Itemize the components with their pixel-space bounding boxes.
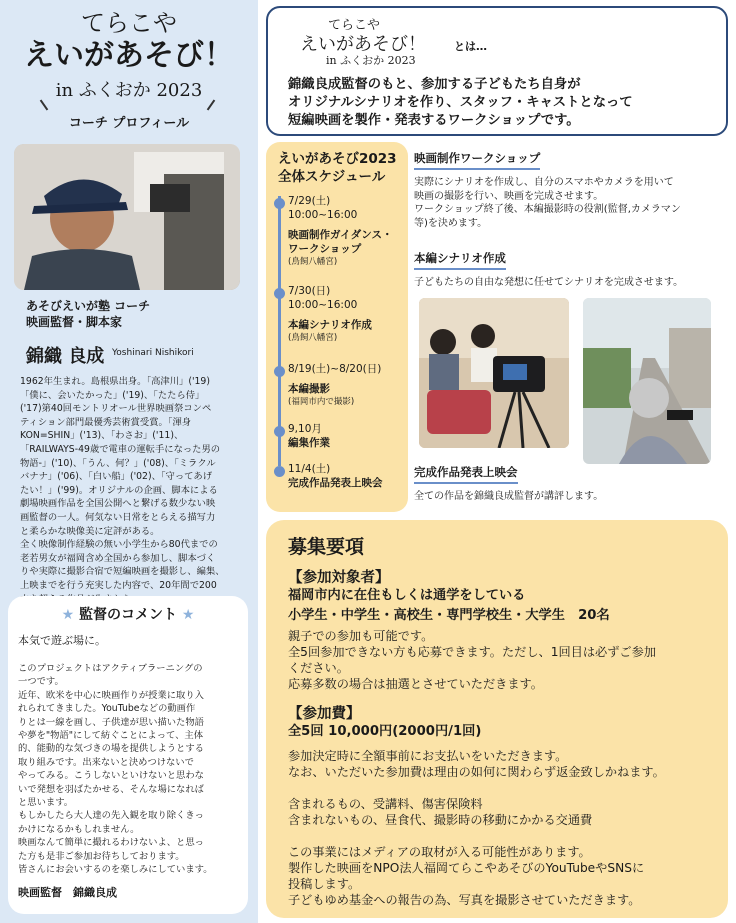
bio-line: 劇場映画作品を全国公開へと繋げる数少ない映 [20,498,216,510]
include-line: 含まれるもの、受講料、傷害保険料 [288,797,483,811]
coach-name: 錦織 良成 [26,346,105,367]
title-line2: えいがあそび！ [24,38,234,73]
schedule-place: (鳥飼八幡宮) [288,257,338,267]
about-title-line2: えいがあそび！ [300,34,426,55]
about-line: オリジナルシナリオを作り、スタッフ・キャストとなって [288,95,633,110]
comment-heading-text: 監督のコメント [79,607,177,623]
comment-lead: 本気で遊ぶ場に。 [18,634,106,647]
media-line: 投稿します。 [288,877,361,891]
comment-heading [18,604,238,624]
scenario-text: 子どもたちの自由な発想に任せてシナリオを完成させます。 [414,277,684,288]
schedule-event: 映画制作ガイダンス・ [288,229,393,241]
schedule-event-cont: ワークショップ [288,243,362,255]
coach-bio [20,375,244,606]
coach-name-english: Yoshinari Nishikori [112,348,194,358]
target-note: 応募多数の場合は抽選とさせていただきます。 [288,677,543,691]
bio-line: バナナ」('06)、「白い船」('02)、「守ってあげ [20,471,213,483]
comment-line: 一つです。 [18,676,64,688]
coach-photo-illustration [14,144,240,290]
bio-line: 全く映像制作経験の無い小学生から80代までの [20,539,218,551]
fee-note: 参加決定時に全額事前にお支払いをいただきます。 [288,749,568,763]
schedule-title-line1: えいがあそび2023 [278,151,397,167]
schedule-place: (福岡市内で撮影) [288,397,355,407]
fee-line: 全5回 10,000円(2000円/1回) [288,724,482,739]
comment-line: 映画なんて簡単に撮れるわけないよ、と思っ [18,837,204,849]
target-note: ください。 [288,661,349,675]
workshop-text [414,176,732,230]
comment-line: このプロジェクトはアクティブラーニングの [18,663,203,674]
recruit-title: 募集要項 [288,536,365,558]
recruitment-panel [266,520,728,918]
title-line1: てらこや [81,9,177,37]
comment-line: 的、能動的な気づきの場を提供しようとする [18,743,204,755]
comment-line: 近年、欧米を中心に映画作りが授業に取り入 [18,689,204,701]
about-towa: とは… [454,40,487,53]
about-box [266,6,728,136]
filming-photo-illustration [583,298,711,464]
comment-line: 取り組みです。出来ないと決めつけないで [18,756,194,768]
comment-line: やってみる。こうしないといけないと思わな [18,770,204,782]
include-line: 含まれないもの、昼食代、撮影時の移動にかかる交通費 [288,813,593,827]
scenario-heading: 本編シナリオ作成 [414,250,506,270]
target-line: 小学生・中学生・高校生・専門学校生・大学生 20名 [288,608,610,623]
bio-line: 物語-」('10)、「うん、何？」('08)、「ミラクル [20,457,216,469]
comment-line: た方も是非ご参加お待ちしております。 [18,850,185,862]
event-title [0,8,258,104]
comment-signature: 映画監督 錦織良成 [18,886,117,899]
star-icon: ★ [61,607,75,623]
star-icon: ★ [181,607,195,623]
schedule-time: 10:00~16:00 [288,209,358,221]
about-title-line3: in ふくおか 2023 [326,54,416,67]
schedule-item [288,284,372,344]
schedule-event: 本編撮影 [288,383,330,395]
schedule-item [288,194,392,268]
comment-line: と思います。 [18,797,74,809]
timeline-dot-icon [274,426,285,437]
schedule-event: 完成作品発表上映会 [288,477,383,489]
comment-line: や夢を"物語"にして紡ぐことによって、主体 [18,730,204,742]
bio-line: 上映までを行う充実した内容で、20年間で200 [20,579,217,591]
about-description [288,76,633,130]
media-line: 子どもゆめ基金への報告の為、写真を撮影させていただきます。 [288,893,641,907]
comment-line: もしかしたら大人達の先入観を取り除くきっ [18,810,204,822]
workshop-line: ワークショップ終了後、本編撮影時の役割(監督,カメラマン [414,204,681,215]
comment-line: りとは一線を画し、子供達が思い描いた物語 [18,716,204,728]
bio-line: KON=SHIN」('13)、「わさお」('11)、 [20,430,184,442]
schedule-item [288,462,383,490]
coach-role-line2: 映画監督・脚本家 [26,315,123,329]
schedule-date: 7/30(日) [288,285,331,297]
schedule-place: (鳥飼八幡宮) [288,333,338,343]
fee-note: なお、いただいた参加費は理由の如何に関わらず返金致しかねます。 [288,765,665,779]
comment-line: かけになるかもしれません。 [18,823,140,835]
screening-heading: 完成作品発表上映会 [414,464,518,484]
bio-line: ティション部門最優秀芸術賞受賞。「渾身 [20,416,192,428]
about-line: 錦織良成監督のもと、参加する子どもたち自身が [288,77,581,92]
bio-line: 画監督の一人。何気ない日常をとらえる描写力 [20,511,216,523]
filming-photo [583,298,711,464]
screening-text: 全ての作品を錦織良成監督が講評します。 [414,491,604,502]
coach-photo [14,144,240,290]
schedule-time: 10:00~16:00 [288,299,358,311]
coach-role-line1: あそびえいが塾 コーチ [26,299,151,313]
media-line: この事業にはメディアの取材が入る可能性があります。 [288,845,591,859]
about-title-line1: てらこや [328,18,381,33]
comment-line: 皆さんにお会いするのを楽しみにしています。 [18,864,213,876]
workshop-heading: 映画制作ワークショップ [414,150,540,170]
schedule-title [278,150,397,186]
target-note: 親子での参加も可能です。 [288,629,434,643]
timeline-dot-icon [274,198,285,209]
bio-line: ('17)第40回モントリオール世界映画祭コンペ [20,403,212,415]
bio-line: りや実際に撮影合宿で短編映画を撮影し、編集、 [20,566,225,578]
workshop-line: 映画の撮影を行い、映画を完成させます。 [414,190,604,202]
schedule-item [288,422,330,450]
schedule-date: 7/29(土) [288,195,331,207]
left-column [0,0,258,923]
schedule-date: 9,10月 [288,423,322,435]
target-heading: 【参加対象者】 [288,570,390,586]
comment-line: いで発想を羽ばたかせる、そんな場になれば [18,783,204,795]
bio-line: 老若男女が福岡含め全国から参加し、脚本づく [20,552,216,564]
schedule-panel [266,142,408,512]
comment-body [18,662,238,877]
schedule-item [288,362,381,408]
about-line: 短編映画を製作・発表するワークショップです。 [288,113,580,128]
workshop-photo [419,298,569,448]
comment-line: れられてきました。YouTubeなどの動画作 [18,703,196,715]
media-line: 製作した映画をNPO法人福岡てらこやあそびのYouTubeやSNSに [288,861,645,875]
target-note: 全5回参加できない方も応募できます。ただし、1回目は必ずご参加 [288,645,656,659]
director-comment-box [8,596,248,914]
title-line3: in ふくおか 2023 [55,80,203,101]
bio-line: 「RAILWAYS-49歳で電車の運転手になった男の [20,443,221,455]
bio-line: たい！」('99)。オリジナルの企画、脚本による [20,484,218,496]
fee-heading: 【参加費】 [288,706,361,722]
schedule-event: 本編シナリオ作成 [288,319,372,331]
bio-line: と柔らかな映像美に定評がある。 [20,525,160,537]
schedule-date: 11/4(土) [288,463,331,475]
timeline-dot-icon [274,288,285,299]
schedule-event: 編集作業 [288,437,330,449]
workshop-line: 実際にシナリオを作成し、自分のスマホやカメラを用いて [414,177,674,188]
workshop-photo-illustration [419,298,569,448]
bio-line: 「僕に、会いたかった」('19)、「たたら侍」 [20,389,205,401]
coach-profile-label: コーチ プロフィール [68,116,190,131]
coach-role [26,298,150,330]
timeline-dot-icon [274,466,285,477]
schedule-date: 8/19(土)~8/20(日) [288,363,382,375]
workshop-line: 等)を決めます。 [414,217,488,229]
target-line: 福岡市内に在住もしくは通学をしている [288,588,526,603]
timeline-dot-icon [274,366,285,377]
bio-line: 1962年生まれ。島根県出身。「高津川」('19) [20,376,210,387]
schedule-title-line2: 全体スケジュール [278,169,386,185]
